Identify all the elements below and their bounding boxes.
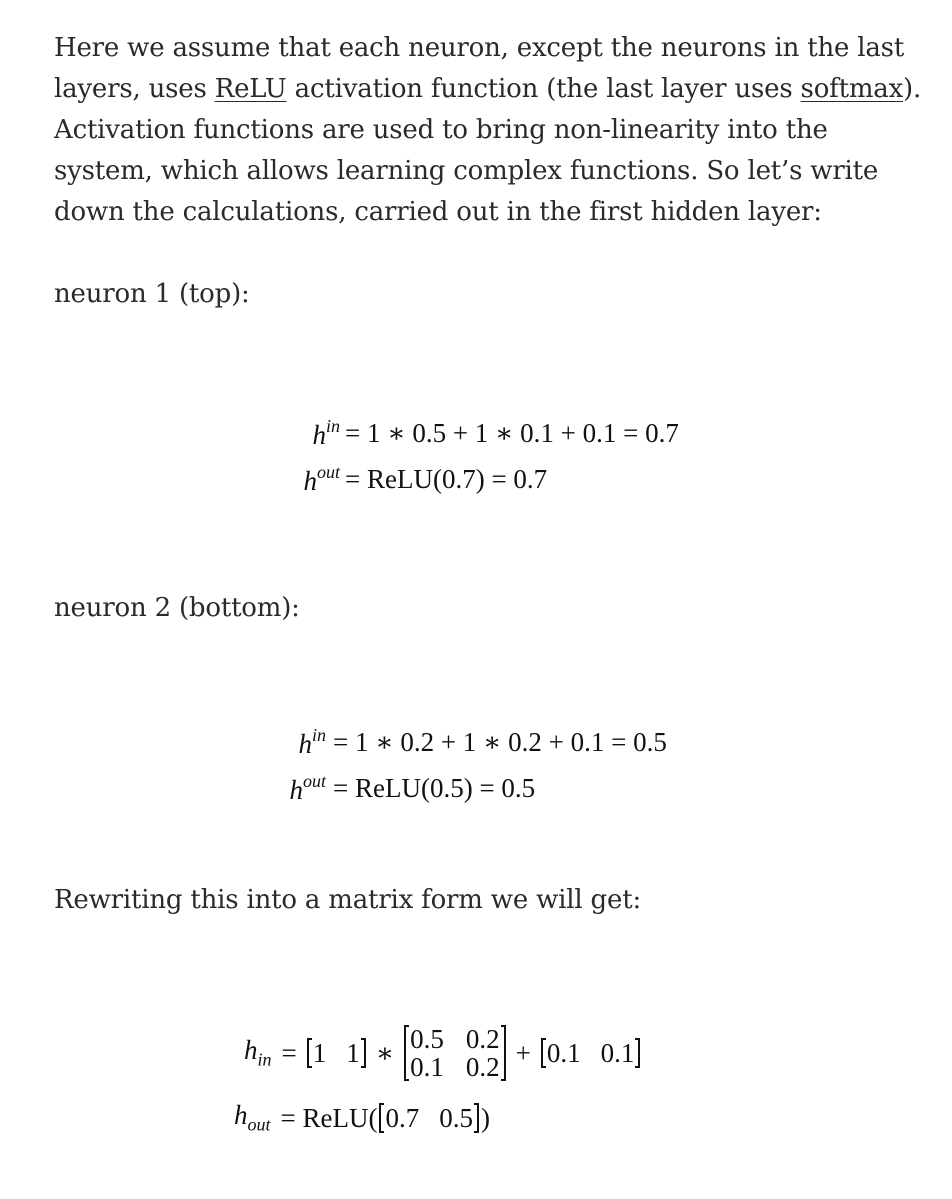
relu-open: = ReLU( [280,1102,378,1133]
neuron2-hout-lhs: $h^{out}$ [289,771,326,805]
matrix-hin-eq: = [281,1037,297,1068]
neuron1-hout-lhs: $h^{out}$ [303,462,340,496]
weight-matrix [404,1025,506,1081]
neuron1-hin-lhs: $h^{in}$ [312,416,340,450]
output-vector-cell: 0.7 [385,1103,420,1133]
output-vector [379,1103,479,1133]
neuron2-hin-rhs: = 1 ∗ 0.2 + 1 ∗ 0.2 + 0.1 = 0.5 [333,727,667,757]
relu-link[interactable]: ReLU [214,74,287,104]
neuron2-hout-rhs: = ReLU(0.5) = 0.5 [333,773,536,803]
intro-text-1: Here we assume that each neuron, except the neurons in the last layers, uses [54,33,905,104]
bias-vector-cell: 0.1 [546,1038,581,1068]
neuron1-hin-rhs: = 1 ∗ 0.5 + 1 ∗ 0.1 + 0.1 = 0.7 [345,418,679,448]
matrix-hout-lhs: $h_{out}$ [234,1100,271,1135]
matrix-hout-row [234,1098,490,1138]
relu-close: ) [480,1102,490,1133]
neuron1-label: neuron 1 (top): [54,279,250,309]
matrix-label: Rewriting this into a matrix form we will get: [54,885,641,915]
neuron2-label: neuron 2 (bottom): [54,593,300,623]
bias-vector [541,1038,641,1068]
weight-cell: 0.1 [410,1052,444,1082]
input-vector-cell: 1 [346,1038,360,1068]
input-vector-cell: 1 [312,1038,327,1068]
neuron2-hin-lhs: $h^{in}$ [298,725,326,759]
weight-cell: 0.2 [465,1052,500,1082]
neuron1-hout-rhs: = ReLU(0.7) = 0.7 [345,464,548,494]
softmax-link[interactable]: softmax [800,74,904,104]
input-vector [307,1038,366,1068]
intro-text-2: activation function (the last layer uses [286,74,801,104]
weight-cell: 0.2 [465,1024,500,1054]
bias-vector-cell: 0.1 [600,1038,635,1068]
matrix-hin-row [244,1018,640,1088]
matrix-hin-lhs: $h_{in}$ [244,1035,272,1070]
weight-cell: 0.5 [410,1024,444,1054]
output-vector-cell: 0.5 [439,1103,473,1133]
times-sign: ∗ [375,1037,395,1068]
plus-sign: + [515,1037,531,1068]
intro-text-3: ). Activation functions are used to bring non-linearity into the system, which allows learning complex functions. So let’s write down the calculations, carried out in the first hidden layer: [54,74,922,227]
intro-paragraph [54,28,924,233]
